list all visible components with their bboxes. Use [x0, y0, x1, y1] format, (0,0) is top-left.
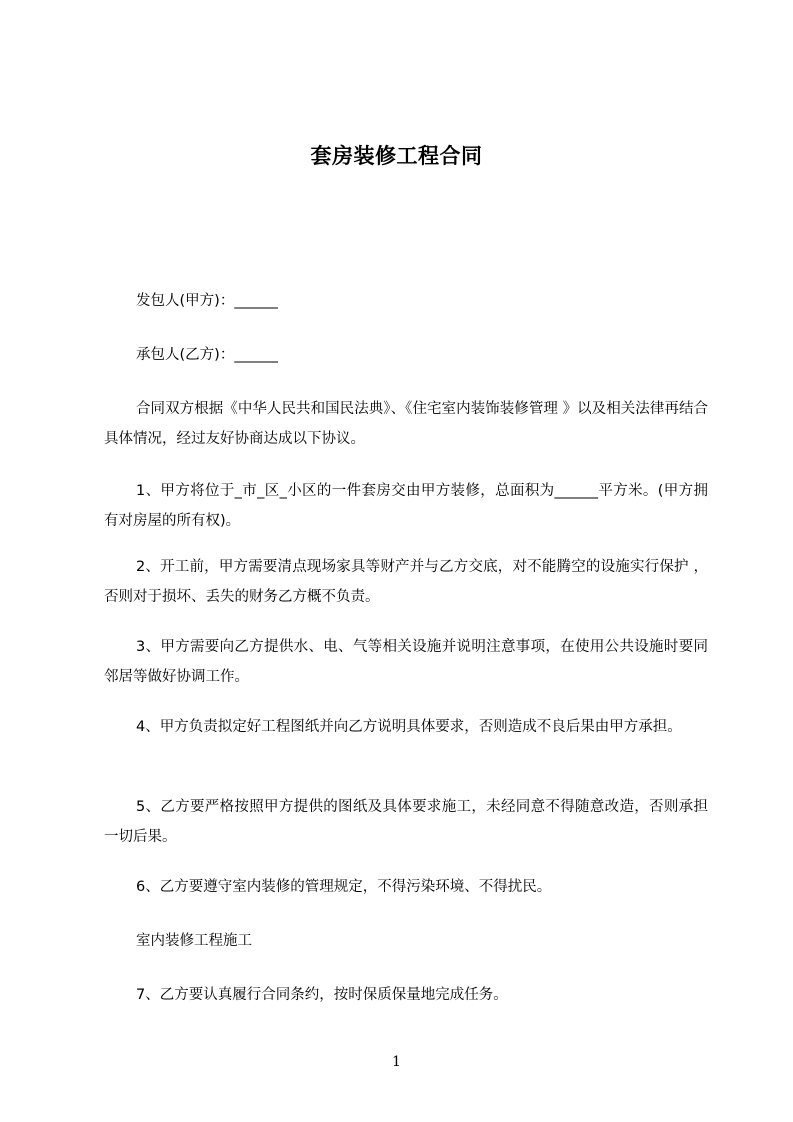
section-heading: 室内装修工程施工 — [136, 933, 252, 949]
party-b-line: 承包人(乙方)：______ — [136, 347, 278, 363]
party-a-line: 发包人(甲方)：______ — [136, 293, 278, 309]
clause-2: 2、开工前，甲方需要清点现场家具等财产并与乙方交底，对不能腾空的设施实行保护 ，否则对于损坏、丢失的财务乙方概不负责。 — [104, 559, 708, 605]
clause-1: 1、甲方将位于_市_区_小区的一件套房交由甲方装修，总面积为______平方米。(甲方拥有对房屋的所有权)。 — [104, 483, 708, 529]
clause-4: 4、甲方负责拟定好工程图纸并向乙方说明具体要求，否则造成不良后果由甲方承担。 — [136, 719, 682, 735]
page-number: 1 — [392, 1054, 401, 1070]
clause-5: 5、乙方要严格按照甲方提供的图纸及具体要求施工，未经同意不得随意改造，否则承担一切后果。 — [104, 799, 708, 845]
clause-7: 7、乙方要认真履行合同条约，按时保质保量地完成任务。 — [136, 987, 508, 1003]
clause-3: 3、甲方需要向乙方提供水、电、气等相关设施并说明注意事项，在使用公共设施时要同邻居等做好协调工作。 — [104, 639, 708, 685]
preamble-paragraph: 合同双方根据《中华人民共和国民法典》、《住宅室内装饰装修管理 》以及相关法律再结合具体情况，经过友好协商达成以下协议。 — [104, 401, 708, 447]
clause-6: 6、乙方要遵守室内装修的管理规定，不得污染环境、不得扰民。 — [136, 879, 552, 895]
document-title: 套房装修工程合同 — [310, 144, 483, 168]
